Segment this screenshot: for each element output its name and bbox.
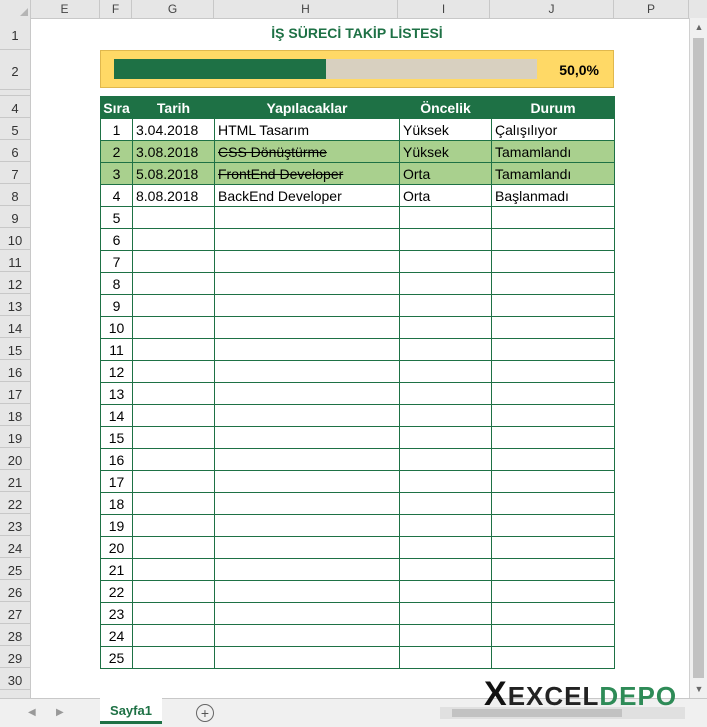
row-header[interactable]: 20 <box>0 448 30 470</box>
table-row <box>101 273 615 295</box>
cell-sira[interactable]: 23 <box>101 603 133 625</box>
table-row <box>101 581 615 603</box>
cell-yapilacaklar[interactable] <box>215 273 400 295</box>
cell-oncelik[interactable] <box>400 471 492 493</box>
cell-yapilacaklar[interactable] <box>215 647 400 669</box>
row-header[interactable]: 22 <box>0 492 30 514</box>
cell-oncelik[interactable] <box>400 207 492 229</box>
cell-tarih[interactable] <box>133 361 215 383</box>
table-row <box>101 229 615 251</box>
cell-yapilacaklar[interactable] <box>215 229 400 251</box>
row-header[interactable]: 30 <box>0 668 30 690</box>
cell-sira[interactable]: 20 <box>101 537 133 559</box>
cell-tarih[interactable] <box>133 581 215 603</box>
table-row <box>101 647 615 669</box>
cell-tarih[interactable] <box>133 229 215 251</box>
cell-sira[interactable]: 17 <box>101 471 133 493</box>
cell-yapilacaklar[interactable] <box>215 251 400 273</box>
cell-oncelik[interactable] <box>400 581 492 603</box>
cell-tarih[interactable] <box>133 471 215 493</box>
table-row <box>101 427 615 449</box>
cell-tarih[interactable] <box>133 625 215 647</box>
cell-yapilacaklar[interactable] <box>215 515 400 537</box>
cell-oncelik[interactable]: Orta <box>400 163 492 185</box>
cell-oncelik[interactable] <box>400 515 492 537</box>
cell-oncelik[interactable] <box>400 339 492 361</box>
cell-tarih[interactable] <box>133 515 215 537</box>
cell-yapilacaklar[interactable] <box>215 581 400 603</box>
cell-sira[interactable]: 22 <box>101 581 133 603</box>
cell-durum[interactable] <box>492 295 615 317</box>
cell-oncelik[interactable] <box>400 559 492 581</box>
row-header[interactable]: 2 <box>0 50 30 90</box>
cell-tarih[interactable] <box>133 317 215 339</box>
cell-durum[interactable] <box>492 449 615 471</box>
cell-tarih[interactable] <box>133 559 215 581</box>
cell-durum[interactable]: Başlanmadı <box>492 185 615 207</box>
table-row <box>101 515 615 537</box>
cell-sira[interactable]: 13 <box>101 383 133 405</box>
sheet-tab-sayfa1[interactable]: Sayfa1 <box>100 698 162 724</box>
cell-oncelik[interactable] <box>400 383 492 405</box>
cell-oncelik[interactable] <box>400 295 492 317</box>
row-header[interactable]: 26 <box>0 580 30 602</box>
cell-oncelik[interactable] <box>400 427 492 449</box>
cell-sira[interactable]: 9 <box>101 295 133 317</box>
cell-oncelik[interactable] <box>400 251 492 273</box>
page-title: İŞ SÜRECİ TAKİP LİSTESİ <box>271 25 443 41</box>
scroll-down-icon[interactable]: ▼ <box>694 684 704 694</box>
cell-oncelik[interactable] <box>400 317 492 339</box>
cell-sira[interactable]: 24 <box>101 625 133 647</box>
cell-yapilacaklar[interactable] <box>215 625 400 647</box>
cell-yapilacaklar[interactable]: HTML Tasarım <box>215 119 400 141</box>
row-header[interactable]: 21 <box>0 470 30 492</box>
row-header[interactable]: 14 <box>0 316 30 338</box>
cell-sira[interactable]: 7 <box>101 251 133 273</box>
row-header[interactable]: 18 <box>0 404 30 426</box>
cell-durum[interactable] <box>492 515 615 537</box>
row-header[interactable]: 9 <box>0 206 30 228</box>
cell-tarih[interactable]: 3.04.2018 <box>133 119 215 141</box>
cell-durum[interactable] <box>492 207 615 229</box>
cell-yapilacaklar[interactable] <box>215 295 400 317</box>
table-row <box>101 141 615 163</box>
row-header[interactable]: 29 <box>0 646 30 668</box>
cell-yapilacaklar[interactable] <box>215 493 400 515</box>
select-all-corner[interactable] <box>0 0 31 18</box>
row-header-bar <box>0 18 31 698</box>
cell-sira[interactable]: 11 <box>101 339 133 361</box>
row-header[interactable]: 16 <box>0 360 30 382</box>
cell-durum[interactable]: Tamamlandı <box>492 163 615 185</box>
cell-tarih[interactable] <box>133 449 215 471</box>
row-header[interactable]: 5 <box>0 118 30 140</box>
table-row <box>101 603 615 625</box>
row-header[interactable]: 24 <box>0 536 30 558</box>
cell-durum[interactable] <box>492 251 615 273</box>
vertical-scrollbar[interactable] <box>689 18 707 698</box>
table-row <box>101 537 615 559</box>
table-header-row <box>101 97 615 119</box>
cell-durum[interactable] <box>492 647 615 669</box>
table-row <box>101 119 615 141</box>
scroll-thumb[interactable] <box>693 38 704 678</box>
column-header-p[interactable]: P <box>614 0 689 18</box>
cell-yapilacaklar[interactable] <box>215 317 400 339</box>
cell-yapilacaklar[interactable]: BackEnd Developer <box>215 185 400 207</box>
cell-oncelik[interactable] <box>400 603 492 625</box>
cell-tarih[interactable] <box>133 647 215 669</box>
cell-sira[interactable]: 4 <box>101 185 133 207</box>
sheet-next-icon[interactable]: ▶ <box>56 707 64 718</box>
cell-oncelik[interactable]: Yüksek <box>400 119 492 141</box>
add-sheet-icon[interactable]: + <box>196 704 214 722</box>
cell-durum[interactable] <box>492 339 615 361</box>
cell-tarih[interactable] <box>133 383 215 405</box>
row-header[interactable]: 12 <box>0 272 30 294</box>
cell-durum[interactable] <box>492 493 615 515</box>
column-header-i[interactable]: I <box>398 0 490 18</box>
cell-yapilacaklar[interactable] <box>215 339 400 361</box>
header-oncelik[interactable]: Öncelik <box>400 97 492 119</box>
cell-yapilacaklar[interactable] <box>215 537 400 559</box>
cell-sira[interactable]: 10 <box>101 317 133 339</box>
row-header[interactable]: 27 <box>0 602 30 624</box>
cell-oncelik[interactable] <box>400 405 492 427</box>
cell-tarih[interactable] <box>133 493 215 515</box>
task-table <box>100 96 615 669</box>
cell-yapilacaklar[interactable] <box>215 361 400 383</box>
cell-yapilacaklar[interactable] <box>215 207 400 229</box>
cell-yapilacaklar[interactable] <box>215 383 400 405</box>
table-row <box>101 207 615 229</box>
table-row <box>101 405 615 427</box>
cell-oncelik[interactable] <box>400 273 492 295</box>
excel-depo-logo: XEXCELDEPO <box>484 675 678 713</box>
cell-durum[interactable] <box>492 383 615 405</box>
cell-yapilacaklar[interactable] <box>215 405 400 427</box>
header-tarih[interactable]: Tarih <box>133 97 215 119</box>
table-row <box>101 251 615 273</box>
row-header[interactable]: 4 <box>0 96 30 118</box>
table-row <box>101 559 615 581</box>
cell-oncelik[interactable]: Orta <box>400 185 492 207</box>
cell-tarih[interactable] <box>133 295 215 317</box>
cell-tarih[interactable]: 8.08.2018 <box>133 185 215 207</box>
cell-sira[interactable]: 16 <box>101 449 133 471</box>
cell-durum[interactable] <box>492 361 615 383</box>
cell-durum[interactable] <box>492 471 615 493</box>
table-row <box>101 493 615 515</box>
row-header[interactable]: 8 <box>0 184 30 206</box>
cell-sira[interactable]: 15 <box>101 427 133 449</box>
cell-sira[interactable]: 3 <box>101 163 133 185</box>
cell-yapilacaklar[interactable] <box>215 449 400 471</box>
row-header[interactable]: 6 <box>0 140 30 162</box>
row-header[interactable]: 10 <box>0 228 30 250</box>
row-header[interactable]: 7 <box>0 162 30 184</box>
cell-durum[interactable] <box>492 537 615 559</box>
cell-sira[interactable]: 19 <box>101 515 133 537</box>
cell-sira[interactable]: 5 <box>101 207 133 229</box>
cell-durum[interactable]: Tamamlandı <box>492 141 615 163</box>
cell-sira[interactable]: 14 <box>101 405 133 427</box>
cell-yapilacaklar[interactable] <box>215 603 400 625</box>
table-row <box>101 295 615 317</box>
row-header[interactable]: 19 <box>0 426 30 448</box>
cell-oncelik[interactable] <box>400 647 492 669</box>
cell-yapilacaklar[interactable] <box>215 559 400 581</box>
cell-durum[interactable] <box>492 603 615 625</box>
progress-percent: 50,0% <box>559 62 599 78</box>
cell-durum[interactable] <box>492 317 615 339</box>
cell-tarih[interactable]: 3.08.2018 <box>133 141 215 163</box>
table-row <box>101 383 615 405</box>
cell-oncelik[interactable] <box>400 229 492 251</box>
progress-box <box>100 50 614 88</box>
cell-durum[interactable] <box>492 625 615 647</box>
column-header-g[interactable]: G <box>132 0 214 18</box>
table-row <box>101 625 615 647</box>
header-sira[interactable]: Sıra <box>101 97 133 119</box>
table-row <box>101 471 615 493</box>
header-yapilacaklar[interactable]: Yapılacaklar <box>215 97 400 119</box>
cell-durum[interactable] <box>492 427 615 449</box>
column-header-j[interactable]: J <box>490 0 614 18</box>
cell-tarih[interactable] <box>133 427 215 449</box>
cell-oncelik[interactable]: Yüksek <box>400 141 492 163</box>
table-row <box>101 163 615 185</box>
column-header-h[interactable]: H <box>214 0 398 18</box>
cell-durum[interactable] <box>492 581 615 603</box>
cell-yapilacaklar[interactable] <box>215 471 400 493</box>
cell-sira[interactable]: 8 <box>101 273 133 295</box>
row-header[interactable]: 23 <box>0 514 30 536</box>
cell-oncelik[interactable] <box>400 537 492 559</box>
cell-yapilacaklar[interactable]: CSS Dönüştürme <box>215 141 400 163</box>
cell-sira[interactable]: 6 <box>101 229 133 251</box>
column-header-e[interactable]: E <box>30 0 100 18</box>
cell-oncelik[interactable] <box>400 493 492 515</box>
row-header[interactable]: 28 <box>0 624 30 646</box>
cell-tarih[interactable] <box>133 603 215 625</box>
cell-yapilacaklar[interactable]: FrontEnd Developer <box>215 163 400 185</box>
row-header[interactable]: 1 <box>0 18 30 50</box>
cell-durum[interactable] <box>492 559 615 581</box>
cell-oncelik[interactable] <box>400 361 492 383</box>
cell-sira[interactable]: 1 <box>101 119 133 141</box>
cell-sira[interactable]: 25 <box>101 647 133 669</box>
cell-durum[interactable] <box>492 405 615 427</box>
cell-yapilacaklar[interactable] <box>215 427 400 449</box>
cell-durum[interactable] <box>492 229 615 251</box>
cell-durum[interactable] <box>492 273 615 295</box>
cell-durum[interactable]: Çalışılıyor <box>492 119 615 141</box>
table-row <box>101 361 615 383</box>
progress-track <box>114 59 537 79</box>
cell-oncelik[interactable] <box>400 625 492 647</box>
column-header-bar <box>0 0 707 19</box>
cell-sira[interactable]: 21 <box>101 559 133 581</box>
row-header[interactable]: 15 <box>0 338 30 360</box>
cell-tarih[interactable] <box>133 207 215 229</box>
table-row <box>101 339 615 361</box>
row-header[interactable]: 11 <box>0 250 30 272</box>
cell-sira[interactable]: 2 <box>101 141 133 163</box>
cell-sira[interactable]: 12 <box>101 361 133 383</box>
table-row <box>101 317 615 339</box>
row-header[interactable]: 17 <box>0 382 30 404</box>
cell-tarih[interactable] <box>133 273 215 295</box>
cell-tarih[interactable] <box>133 339 215 361</box>
cell-tarih[interactable] <box>133 405 215 427</box>
cell-oncelik[interactable] <box>400 449 492 471</box>
column-header-f[interactable]: F <box>100 0 132 18</box>
header-durum[interactable]: Durum <box>492 97 615 119</box>
cell-tarih[interactable] <box>133 251 215 273</box>
cell-tarih[interactable] <box>133 537 215 559</box>
cell-tarih[interactable]: 5.08.2018 <box>133 163 215 185</box>
row-header[interactable]: 13 <box>0 294 30 316</box>
row-header[interactable]: 25 <box>0 558 30 580</box>
table-row <box>101 185 615 207</box>
table-row <box>101 449 615 471</box>
sheet-prev-icon[interactable]: ◀ <box>28 707 36 718</box>
cell-sira[interactable]: 18 <box>101 493 133 515</box>
progress-fill <box>114 59 326 79</box>
scroll-up-icon[interactable]: ▲ <box>694 22 704 32</box>
